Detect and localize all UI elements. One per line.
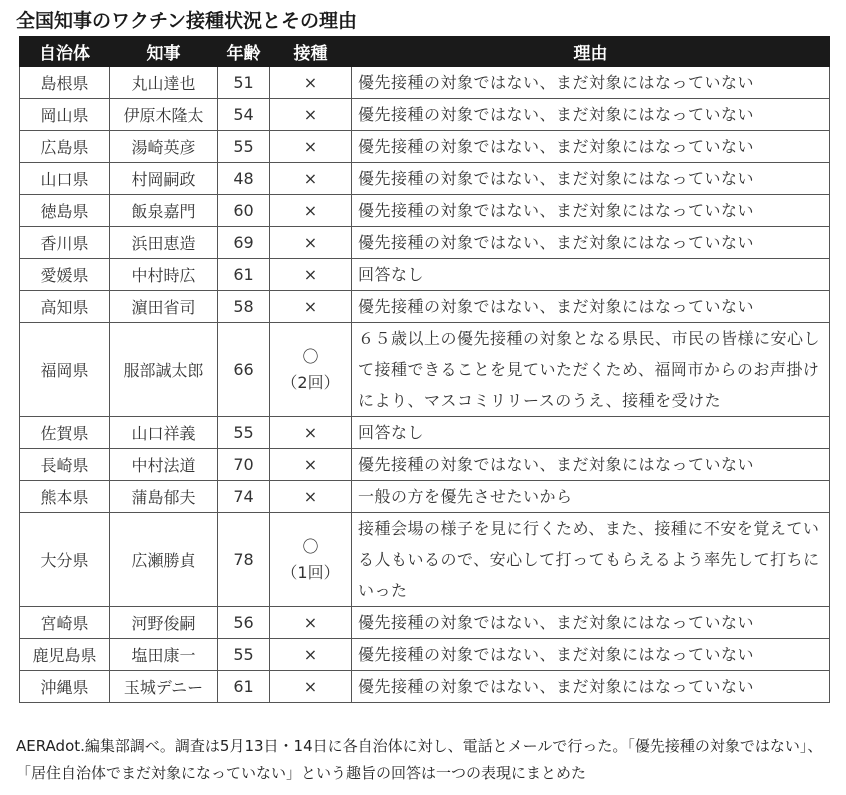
table-row	[20, 291, 830, 323]
reason-cell: 優先接種の対象ではない、まだ対象にはなっていない	[352, 291, 830, 323]
header-cell: 理由	[352, 37, 830, 67]
prefecture-cell: 沖縄県	[20, 671, 110, 703]
table-row	[20, 163, 830, 195]
table-row	[20, 67, 830, 99]
reason-cell: 優先接種の対象ではない、まだ対象にはなっていない	[352, 131, 830, 163]
governor-cell: 丸山達也	[110, 67, 218, 99]
table-title: 全国知事のワクチン接種状況とその理由	[16, 10, 358, 32]
dose-count: （2回）	[281, 372, 340, 392]
reason-cell: 優先接種の対象ではない、まだ対象にはなっていない	[352, 671, 830, 703]
vaccinated-cell: ×	[270, 639, 352, 671]
governor-cell: 塩田康一	[110, 639, 218, 671]
age-cell: 61	[218, 259, 270, 291]
prefecture-cell: 大分県	[20, 513, 110, 607]
reason-cell: 回答なし	[352, 259, 830, 291]
dose-count: （1回）	[281, 562, 340, 582]
prefecture-cell: 広島県	[20, 131, 110, 163]
vaccinated-cell: ×	[270, 607, 352, 639]
prefecture-cell: 佐賀県	[20, 417, 110, 449]
vaccinated-cell: ×	[270, 131, 352, 163]
header-cell: 自治体	[20, 37, 110, 67]
prefecture-cell: 熊本県	[20, 481, 110, 513]
vaccinated-cell: ×	[270, 163, 352, 195]
governor-cell: 河野俊嗣	[110, 607, 218, 639]
header-cell: 年齢	[218, 37, 270, 67]
table-row	[20, 639, 830, 671]
reason-cell: ６５歳以上の優先接種の対象となる県民、市民の皆様に安心して接種できることを見ていただくため、福岡市からのお声掛けにより、マスコミリリースのうえ、接種を受けた	[352, 323, 830, 417]
table-row	[20, 227, 830, 259]
age-cell: 55	[218, 417, 270, 449]
prefecture-cell: 香川県	[20, 227, 110, 259]
age-cell: 70	[218, 449, 270, 481]
governor-cell: 蒲島郁夫	[110, 481, 218, 513]
reason-cell: 優先接種の対象ではない、まだ対象にはなっていない	[352, 607, 830, 639]
reason-cell: 回答なし	[352, 417, 830, 449]
vaccinated-cell: ×	[270, 259, 352, 291]
footnote: AERAdot.編集部調べ。調査は5月13日・14日に各自治体に対し、電話とメールで行った。「優先接種の対象ではない」、「居住自治体でまだ対象になっていない」という趣旨の回答は一つの表現にまとめた	[16, 737, 823, 782]
reason-cell: 優先接種の対象ではない、まだ対象にはなっていない	[352, 67, 830, 99]
prefecture-cell: 徳島県	[20, 195, 110, 227]
prefecture-cell: 島根県	[20, 67, 110, 99]
age-cell: 66	[218, 323, 270, 417]
age-cell: 60	[218, 195, 270, 227]
table-row	[20, 449, 830, 481]
vaccinated-mark: 〇	[302, 536, 319, 556]
governor-cell: 濵田省司	[110, 291, 218, 323]
table-row	[20, 323, 830, 417]
vaccinated-cell: ×	[270, 291, 352, 323]
table-row	[20, 513, 830, 607]
table-body	[20, 67, 830, 703]
reason-cell: 優先接種の対象ではない、まだ対象にはなっていない	[352, 163, 830, 195]
governor-cell: 山口祥義	[110, 417, 218, 449]
age-cell: 55	[218, 639, 270, 671]
table-row	[20, 131, 830, 163]
vaccinated-cell	[270, 513, 352, 607]
age-cell: 55	[218, 131, 270, 163]
header-cell: 接種	[270, 37, 352, 67]
prefecture-cell: 岡山県	[20, 99, 110, 131]
governor-cell: 広瀬勝貞	[110, 513, 218, 607]
vaccinated-mark: 〇	[302, 346, 319, 366]
age-cell: 56	[218, 607, 270, 639]
prefecture-cell: 鹿児島県	[20, 639, 110, 671]
age-cell: 69	[218, 227, 270, 259]
vaccinated-cell: ×	[270, 671, 352, 703]
age-cell: 58	[218, 291, 270, 323]
age-cell: 48	[218, 163, 270, 195]
age-cell: 54	[218, 99, 270, 131]
vaccinated-cell: ×	[270, 417, 352, 449]
vaccinated-cell: ×	[270, 481, 352, 513]
prefecture-cell: 愛媛県	[20, 259, 110, 291]
prefecture-cell: 長崎県	[20, 449, 110, 481]
governor-cell: 村岡嗣政	[110, 163, 218, 195]
reason-cell: 優先接種の対象ではない、まだ対象にはなっていない	[352, 195, 830, 227]
header-row	[20, 37, 830, 67]
reason-cell: 優先接種の対象ではない、まだ対象にはなっていない	[352, 99, 830, 131]
vaccinated-cell: ×	[270, 195, 352, 227]
age-cell: 61	[218, 671, 270, 703]
vaccinated-cell: ×	[270, 449, 352, 481]
vaccinated-cell: ×	[270, 227, 352, 259]
table-row	[20, 259, 830, 291]
reason-cell: 優先接種の対象ではない、まだ対象にはなっていない	[352, 227, 830, 259]
reason-cell: 優先接種の対象ではない、まだ対象にはなっていない	[352, 449, 830, 481]
age-cell: 51	[218, 67, 270, 99]
table-row	[20, 99, 830, 131]
governor-cell: 伊原木隆太	[110, 99, 218, 131]
governor-cell: 服部誠太郎	[110, 323, 218, 417]
governor-cell: 玉城デニー	[110, 671, 218, 703]
vaccinated-cell: ×	[270, 99, 352, 131]
table-row	[20, 195, 830, 227]
header-cell: 知事	[110, 37, 218, 67]
vaccination-table	[19, 36, 830, 703]
governor-cell: 中村時広	[110, 259, 218, 291]
prefecture-cell: 福岡県	[20, 323, 110, 417]
reason-cell: 優先接種の対象ではない、まだ対象にはなっていない	[352, 639, 830, 671]
age-cell: 74	[218, 481, 270, 513]
governor-cell: 中村法道	[110, 449, 218, 481]
governor-cell: 湯崎英彦	[110, 131, 218, 163]
prefecture-cell: 山口県	[20, 163, 110, 195]
prefecture-cell: 宮崎県	[20, 607, 110, 639]
vaccinated-cell	[270, 323, 352, 417]
table-row	[20, 607, 830, 639]
table-row	[20, 417, 830, 449]
table-row	[20, 481, 830, 513]
table-row	[20, 671, 830, 703]
governor-cell: 浜田恵造	[110, 227, 218, 259]
reason-cell: 一般の方を優先させたいから	[352, 481, 830, 513]
reason-cell: 接種会場の様子を見に行くため、また、接種に不安を覚えている人もいるので、安心して打ってもらえるよう率先して打ちにいった	[352, 513, 830, 607]
governor-cell: 飯泉嘉門	[110, 195, 218, 227]
age-cell: 78	[218, 513, 270, 607]
prefecture-cell: 高知県	[20, 291, 110, 323]
vaccinated-cell: ×	[270, 67, 352, 99]
